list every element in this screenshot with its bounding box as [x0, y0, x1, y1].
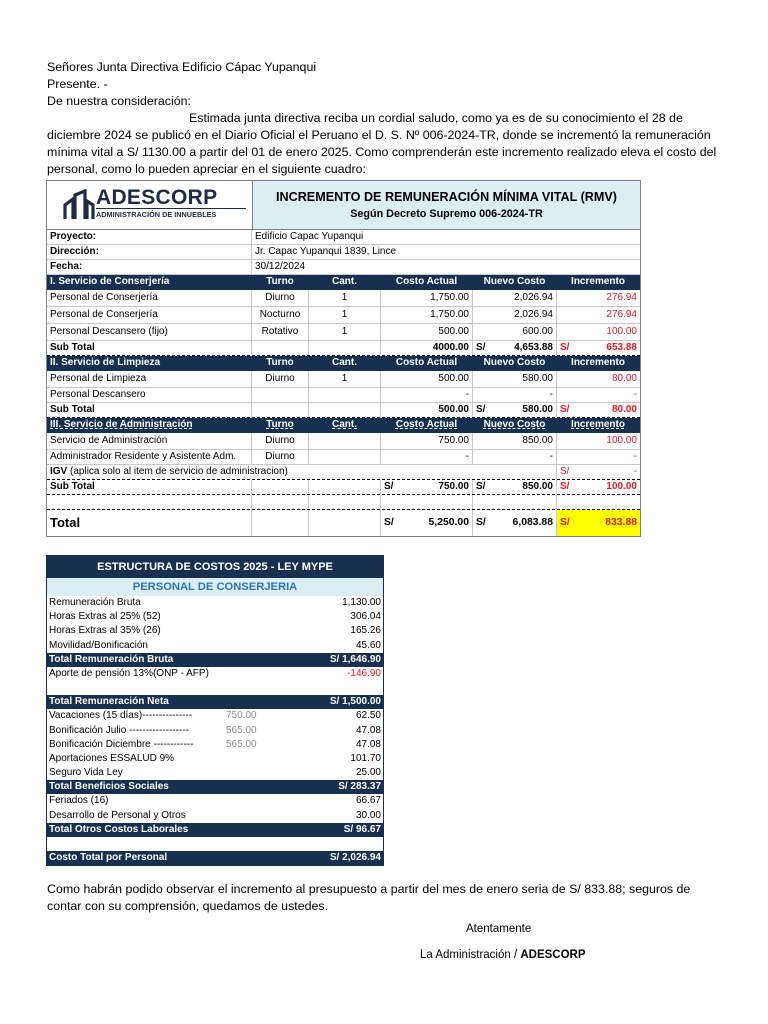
- total-otros-row: Total Otros Costos Laborales S/ 96.67: [47, 823, 383, 837]
- total-neta-row: Total Remuneración Neta S/ 1,500.00: [47, 695, 383, 709]
- letter-intro: [47, 59, 727, 178]
- list-item: Desarrollo de Personal y Otros 30.00: [49, 809, 381, 821]
- list-item: Aportaciones ESSALUD 9% 101.70: [49, 752, 381, 764]
- subtotal-row-limpieza: Sub Total 500.00 S/ 580.00 S/ 80.00: [47, 403, 640, 418]
- subtotal-row-administracion: Sub Total S/ 750.00 S/ 850.00 S/ 100.00: [47, 480, 640, 495]
- list-item: Remuneración Bruta 1,130.00: [49, 597, 381, 608]
- section-header-conserjeria: I. Servicio de Conserjería Turno Cant. Costo Actual Nuevo Costo Incremento: [47, 275, 640, 290]
- list-item: Horas Extras al 25% (52) 306.04: [49, 611, 381, 623]
- info-row-proyecto: Proyecto: Edificio Capac Yupanqui: [47, 230, 640, 245]
- table-header: [47, 181, 640, 230]
- table-row: Servicio de Administración Diurno 750.00 850.00 100.00: [47, 433, 640, 450]
- table-title-block: [253, 181, 640, 229]
- logo-name: ADESCORP: [96, 186, 218, 209]
- section-header-limpieza: II. Servicio de Limpieza Turno Cant. Costo Actual Nuevo Costo Incremento: [47, 356, 640, 371]
- total-beneficios-row: Total Beneficios Sociales S/ 283.37: [47, 780, 383, 794]
- list-item: Vacaciones (15 días)--------------- 750.00 62.50: [49, 710, 381, 722]
- list-item: Bonificación Diciembre ------------ 565.00 47.08: [49, 738, 381, 750]
- rmv-increment-table: [46, 180, 641, 537]
- cost-structure-table: [46, 555, 384, 866]
- building-logo-icon: [63, 189, 95, 221]
- costo-total-row: Costo Total por Personal S/ 2,026.94: [47, 851, 383, 865]
- list-item: Bonificación Julio ------------------ 565.00 47.08: [49, 724, 381, 736]
- cost-table-subtitle: PERSONAL DE CONSERJERIA: [47, 578, 383, 596]
- total-increment-highlight: S/ 833.88: [557, 510, 640, 536]
- info-row-direccion: Dirección: Jr. Capac Yupanqui 1839, Lince: [47, 245, 640, 260]
- total-bruta-row: Total Remuneración Bruta S/ 1,646.90: [47, 653, 383, 667]
- table-subtitle: Según Decreto Supremo 006-2024-TR: [350, 208, 543, 220]
- greeting-line: De nuestra consideración:: [47, 94, 191, 108]
- table-row: Personal de Conserjería Diurno 1 1,750.00 2,026.94 276.94: [47, 290, 640, 307]
- addressee-line: Señores Junta Directiva Edificio Cápac Yupanqui: [47, 60, 317, 74]
- intro-paragraph: Estimada junta directiva reciba un cordial saludo, como ya es de su conocimiento el 28 de diciembre 2024 se publicó en el Diario Oficial el Peruano el D. S. Nº 006-2024-TR, donde se incrementó la remuneración mínima vital a S/ 1130.00 a partir del 01 de enero 2025. Como comprenderán este incremento realizado eleva el costo del personal, como lo pueden apreciar en el siguiente cuadro:: [47, 111, 717, 176]
- list-item: Horas Extras al 35% (26) 165.26: [49, 625, 381, 637]
- blank-row: [47, 495, 640, 510]
- logo-tagline: ADMINISTRACIÓN DE INNUEBLES: [96, 210, 217, 219]
- table-row: Personal Descansero - - -: [47, 388, 640, 403]
- presente-line: Presente. -: [47, 77, 108, 91]
- table-row: Personal de Limpieza Diurno 1 500.00 580.00 80.00: [47, 371, 640, 388]
- table-row: Personal de Conserjería Nocturno 1 1,750.00 2,026.94 276.94: [47, 307, 640, 324]
- table-title: INCREMENTO DE REMUNERACIÓN MÍNIMA VITAL (RMV): [276, 190, 617, 204]
- cost-table-title: ESTRUCTURA DE COSTOS 2025 - LEY MYPE: [47, 556, 383, 578]
- signature-line: La Administración / ADESCORP: [420, 949, 586, 961]
- table-row: Personal Descansero (fijo) Rotativo 1 500.00 600.00 100.00: [47, 324, 640, 341]
- list-item: Feriados (16) 66.67: [49, 795, 381, 807]
- pension-row: Aporte de pensión 13%(ONP - AFP) -146.90: [49, 667, 381, 679]
- adescorp-logo: [47, 181, 253, 229]
- closing-paragraph: Como habrán podido observar el incremento al presupuesto a partir del mes de enero seria de S/ 833.88; seguros de contar con su comprensión, quedamos de ustedes.: [47, 882, 691, 913]
- info-row-fecha: Fecha: 30/12/2024: [47, 260, 640, 275]
- table-row: Administrador Residente y Asistente Adm. Diurno - - -: [47, 450, 640, 465]
- sign-off: Atentamente: [466, 923, 532, 935]
- list-item: Seguro Vida Ley 25.00: [49, 767, 381, 779]
- section-header-administracion: III. Servicio de Administración Turno Cant. Costo Actual Nuevo Costo Incremento: [47, 418, 640, 433]
- list-item: Movilidad/Bonificación 45.60: [49, 639, 381, 651]
- grand-total-row: Total S/ 5,250.00 S/ 6,083.88 S/ 833.88: [47, 510, 640, 536]
- igv-row: IGV (aplica solo al item de servicio de administracion) S/ -: [47, 465, 640, 480]
- subtotal-row-conserjeria: Sub Total 4000.00 S/ 4,653.88 S/ 653.88: [47, 341, 640, 356]
